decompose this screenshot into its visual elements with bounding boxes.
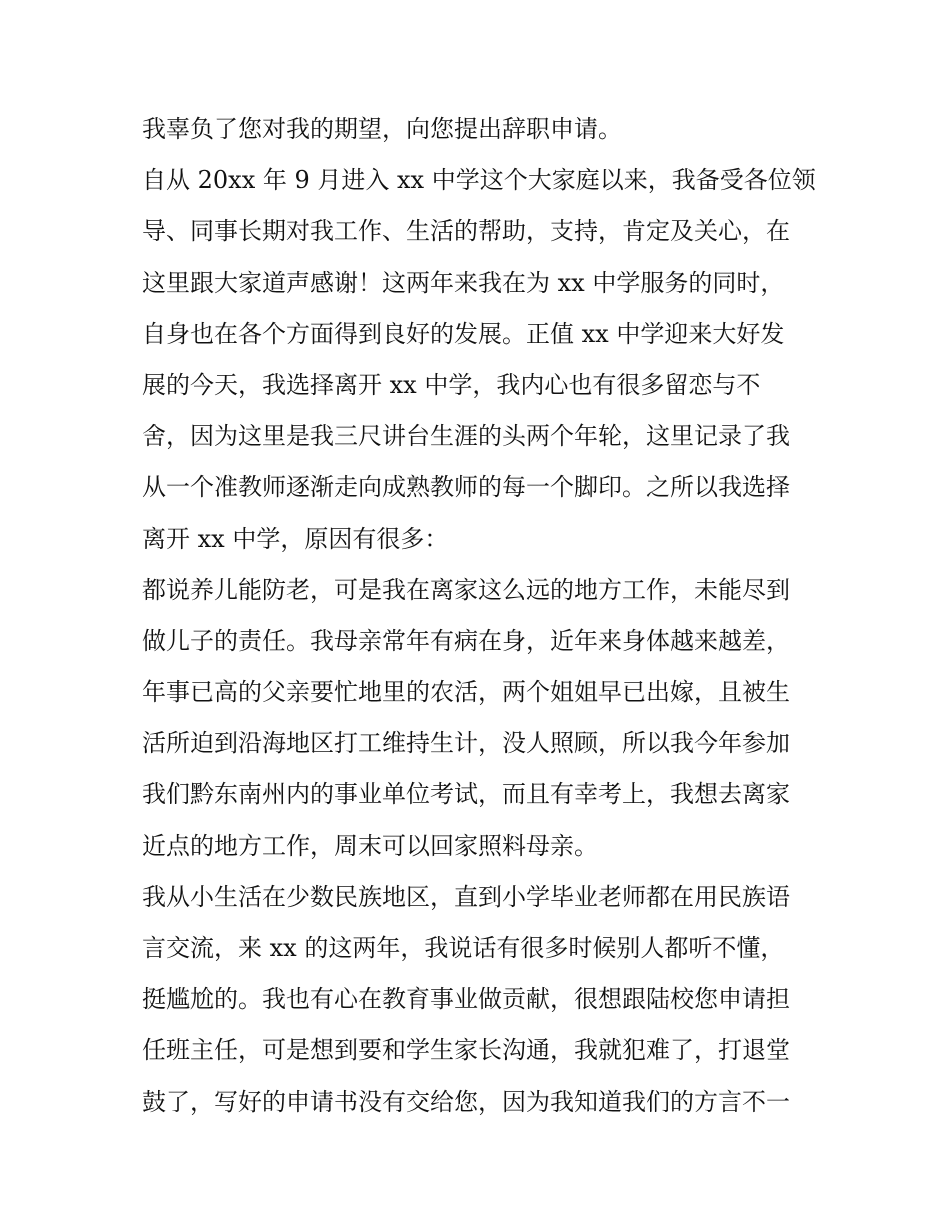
- text-line: 自从 20xx 年 9 月进入 xx 中学这个大家庭以来，我备受各位领: [142, 166, 816, 195]
- text-line: 导、同事长期对我工作、生活的帮助，支持，肯定及关心，在: [142, 217, 790, 246]
- text-line: 活所迫到沿海地区打工维持生计，没人照顾，所以我今年参加: [142, 729, 790, 758]
- text-line: 这里跟大家道声感谢！这两年来我在为 xx 中学服务的同时，: [142, 268, 785, 297]
- text-line: 我从小生活在少数民族地区，直到小学毕业老师都在用民族语: [142, 882, 790, 911]
- text-line: 任班主任，可是想到要和学生家长沟通，我就犯难了，打退堂: [142, 1036, 790, 1065]
- text-line: 年事已高的父亲要忙地里的农活，两个姐姐早已出嫁，且被生: [142, 678, 790, 707]
- text-line: 都说养儿能防老，可是我在离家这么远的地方工作，未能尽到: [142, 575, 790, 604]
- text-line: 近点的地方工作，周末可以回家照料母亲。: [142, 831, 598, 860]
- text-line: 从一个准教师逐渐走向成熟教师的每一个脚印。之所以我选择: [142, 473, 790, 502]
- letter-body: [142, 109, 822, 1133]
- text-line: 挺尴尬的。我也有心在教育事业做贡献，很想跟陆校您申请担: [142, 985, 790, 1014]
- text-line: 我辜负了您对我的期望，向您提出辞职申请。: [142, 115, 622, 143]
- text-line: 自身也在各个方面得到良好的发展。正值 xx 中学迎来大好发: [142, 319, 785, 348]
- text-line: 舍，因为这里是我三尺讲台生涯的头两个年轮，这里记录了我: [142, 422, 790, 451]
- text-line: 言交流，来 xx 的这两年，我说话有很多时候别人都听不懂，: [142, 934, 785, 962]
- text-line: 做儿子的责任。我母亲常年有病在身，近年来身体越来越差，: [142, 626, 790, 655]
- text-line: 我们黔东南州内的事业单位考试，而且有幸考上，我想去离家: [142, 780, 790, 809]
- text-line: 鼓了，写好的申请书没有交给您，因为我知道我们的方言不一: [142, 1087, 790, 1116]
- text-line: 离开 xx 中学，原因有很多：: [142, 524, 449, 553]
- text-line: 展的今天，我选择离开 xx 中学，我内心也有很多留恋与不: [142, 370, 761, 399]
